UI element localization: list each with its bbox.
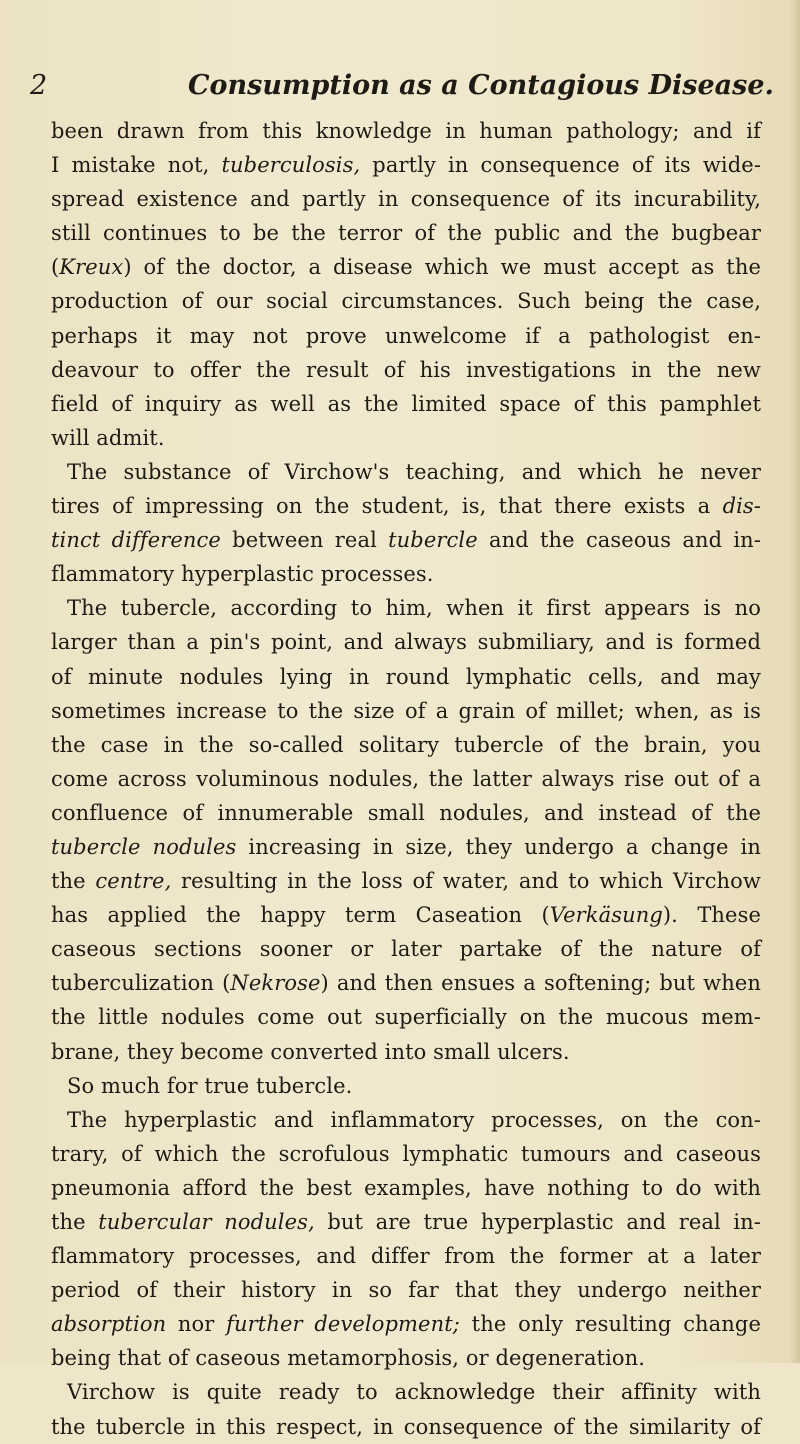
text-line <box>51 284 761 318</box>
text-run: come across voluminous nodules, the latter always rise out of a <box>51 766 761 791</box>
text-line <box>51 387 761 421</box>
text-line <box>51 932 761 966</box>
italic-text-run: Verkäsung <box>549 903 663 928</box>
text-run: The hyperplastic and inflammatory processes, on the con- <box>67 1107 761 1132</box>
running-head: Consumption as a Contagious Disease. <box>188 70 774 101</box>
text-run: flammatory processes, and differ from the former at a later <box>51 1244 761 1269</box>
text-run: I mistake not, <box>51 153 222 178</box>
text-line <box>51 148 761 182</box>
text-line <box>51 1035 761 1069</box>
text-line <box>51 182 761 216</box>
italic-text-run: further development; <box>226 1312 460 1337</box>
text-run: brane, they become converted into small ulcers. <box>51 1039 570 1064</box>
text-run: the only resulting change <box>459 1312 762 1337</box>
text-run: increasing in size, they undergo a change in <box>236 834 761 859</box>
text-run: tires of impressing on the student, is, that there exists a <box>51 494 723 519</box>
text-line <box>51 1273 761 1307</box>
body-text <box>51 114 761 1444</box>
text-line <box>51 830 761 864</box>
text-run: will admit. <box>51 425 165 450</box>
italic-text-run: dis- <box>722 494 761 519</box>
text-run: caseous sections sooner or later partake of the nature of <box>51 937 761 962</box>
text-run: but are true hyperplastic and real in- <box>314 1210 762 1234</box>
italic-text-run: tuberculosis, <box>221 153 361 178</box>
text-run: the case in the so-called solitary tubercle of the brain, you <box>51 732 761 757</box>
text-run: tuberculization ( <box>51 971 231 996</box>
italic-text-run: centre, <box>95 869 172 894</box>
text-line <box>51 1205 761 1239</box>
text-line <box>51 864 761 898</box>
text-run: Virchow is quite ready to acknowledge their affinity with <box>67 1380 761 1405</box>
text-line <box>51 796 761 830</box>
text-line <box>51 728 761 762</box>
text-run: ) of the doctor, a disease which we must accept as the <box>123 255 761 280</box>
text-line <box>51 1410 761 1444</box>
text-run: partly in consequence of its wide- <box>360 153 762 178</box>
text-line <box>51 660 761 694</box>
text-run: the <box>51 1210 99 1234</box>
italic-text-run: Nekrose <box>230 971 321 996</box>
text-run: nor <box>166 1312 227 1337</box>
text-line <box>51 1137 761 1171</box>
text-run: pneumonia afford the best examples, have nothing to do with <box>51 1175 761 1200</box>
text-line <box>51 1171 761 1205</box>
italic-text-run: tubercular nodules, <box>98 1210 315 1234</box>
text-line <box>51 523 761 557</box>
text-line <box>51 1239 761 1273</box>
text-line <box>51 966 761 1000</box>
text-run: larger than a pin's point, and always submiliary, and is formed <box>51 630 761 655</box>
text-run: field of inquiry as well as the limited space of this pamphlet <box>51 391 761 416</box>
text-run: between real <box>220 528 389 553</box>
text-run: and the caseous and in- <box>477 528 761 553</box>
text-run: being that of caseous metamorphosis, or degeneration. <box>51 1346 646 1371</box>
text-run: The substance of Virchow's teaching, and which he never <box>67 459 761 484</box>
italic-text-run: absorption <box>51 1312 167 1337</box>
text-run: the tubercle in this respect, in consequence of the similarity of <box>51 1414 761 1439</box>
text-run: sometimes increase to the size of a grain of millet; when, as is <box>51 698 761 723</box>
italic-text-run: tubercle nodules <box>51 834 237 859</box>
italic-text-run: tinct difference <box>51 528 221 553</box>
text-line <box>51 353 761 387</box>
text-run: production of our social circumstances. Such being the case, <box>51 289 761 314</box>
text-line <box>51 898 761 932</box>
text-line <box>51 319 761 353</box>
text-run: ( <box>51 255 60 280</box>
text-run: still continues to be the terror of the public and the bugbear <box>51 221 761 246</box>
text-run: ). These <box>662 903 761 928</box>
text-line <box>51 250 761 284</box>
text-line <box>51 216 761 250</box>
page-header <box>30 66 774 106</box>
text-line <box>51 489 761 523</box>
text-run: flammatory hyperplastic processes. <box>51 562 434 587</box>
italic-text-run: tubercle <box>388 528 478 553</box>
text-line <box>51 557 761 591</box>
text-run: The tubercle, according to him, when it first appears is no <box>67 596 761 621</box>
text-run: the <box>51 869 96 894</box>
text-line <box>51 1375 761 1409</box>
text-line <box>51 1341 761 1375</box>
text-line <box>51 1103 761 1137</box>
page-number: 2 <box>30 70 48 101</box>
text-line <box>51 421 761 455</box>
text-run: So much for true tubercle. <box>67 1073 353 1098</box>
italic-text-run: Kreux <box>59 255 124 280</box>
text-line <box>51 1307 761 1341</box>
text-run: of minute nodules lying in round lymphatic cells, and may <box>51 664 761 689</box>
text-line <box>51 1000 761 1034</box>
text-line <box>51 625 761 659</box>
text-line <box>51 762 761 796</box>
text-run: spread existence and partly in consequence of its incurability, <box>51 187 761 212</box>
text-run: the little nodules come out superficially on the mucous mem- <box>51 1005 761 1030</box>
text-run: has applied the happy term Caseation ( <box>51 903 550 928</box>
text-run: deavour to offer the result of his investigations in the new <box>51 357 761 382</box>
text-line <box>51 1069 761 1103</box>
text-run: been drawn from this knowledge in human pathology; and if <box>51 119 761 143</box>
text-run: period of their history in so far that they undergo neither <box>51 1278 761 1303</box>
text-line <box>51 591 761 625</box>
page-edge-shadow <box>790 0 800 1363</box>
text-line <box>51 694 761 728</box>
text-line <box>51 114 761 148</box>
text-run: confluence of innumerable small nodules, and instead of the <box>51 800 761 825</box>
text-line <box>51 455 761 489</box>
text-run: resulting in the loss of water, and to which Virchow <box>171 869 761 894</box>
text-run: ) and then ensues a softening; but when <box>320 971 761 996</box>
text-run: trary, of which the scrofulous lymphatic tumours and caseous <box>51 1141 761 1166</box>
text-run: perhaps it may not prove unwelcome if a pathologist en- <box>51 323 761 348</box>
